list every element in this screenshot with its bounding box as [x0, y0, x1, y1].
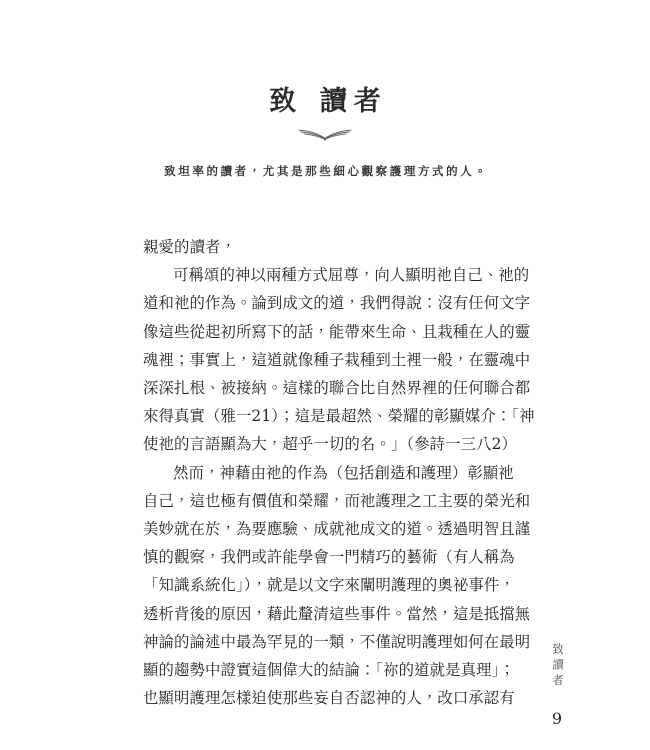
body-line: 顯的趨勢中證實這個偉大的結論：「祢的道就是真理」；: [143, 661, 515, 680]
body-line: 來得真實（雅一21）；這是最超然、榮耀的彰顯媒介：「神: [143, 407, 535, 426]
leaf-chevron-ornament: [0, 126, 650, 142]
body-line: 像這些從起初所寫下的話，能帶來生命、且栽種在人的靈: [143, 322, 531, 341]
body-line: 「知識系統化」），就是以文字來闡明護理的奧祕事件，: [143, 576, 515, 595]
body-line: 道和祂的作為。論到成文的道，我們得說：沒有任何文字: [143, 294, 531, 313]
body-line: 親愛的讀者，: [143, 238, 236, 256]
body-text: [143, 233, 535, 712]
body-line: 自己，這也極有價值和榮耀，而祂護理之工主要的榮光和: [143, 491, 531, 510]
body-line: 可稱頌的神以兩種方式屈尊，向人顯明祂自己、祂的: [173, 266, 530, 285]
body-line: 也顯明護理怎樣迫使那些妄自否認神的人，改口承認有: [143, 689, 515, 708]
body-line: 魂裡；事實上，這道就像種子栽種到土裡一般，在靈魂中: [143, 350, 531, 369]
page-title: 致 讀者: [269, 86, 388, 117]
body-line: 然而，神藉由祂的作為（包括創造和護理）彰顯祂: [173, 463, 514, 482]
chapter-header: [0, 86, 650, 142]
body-line: 神論的論述中最為罕見的一類，不僅說明護理如何在最明: [143, 632, 531, 651]
body-line: 美妙就在於，為要應驗、成就祂成文的道。透過明智且謹: [143, 520, 531, 539]
body-line: 深深扎根、被接納。這樣的聯合比自然界裡的任何聯合都: [143, 379, 531, 398]
running-header: 致讀者: [551, 642, 565, 690]
body-line: 透析背後的原因，藉此釐清這些事件。當然，這是抵擋無: [143, 604, 531, 623]
body-line: 慎的觀察，我們或許能學會一門精巧的藝術（有人稱為: [143, 548, 515, 567]
body-line: 使祂的言語顯為大，超乎一切的名。」（參詩一三八2）: [143, 435, 517, 454]
page-number: 9: [551, 709, 563, 728]
dedication-subtitle: 致坦率的讀者，尤其是那些細心觀察護理方式的人。: [164, 164, 489, 178]
